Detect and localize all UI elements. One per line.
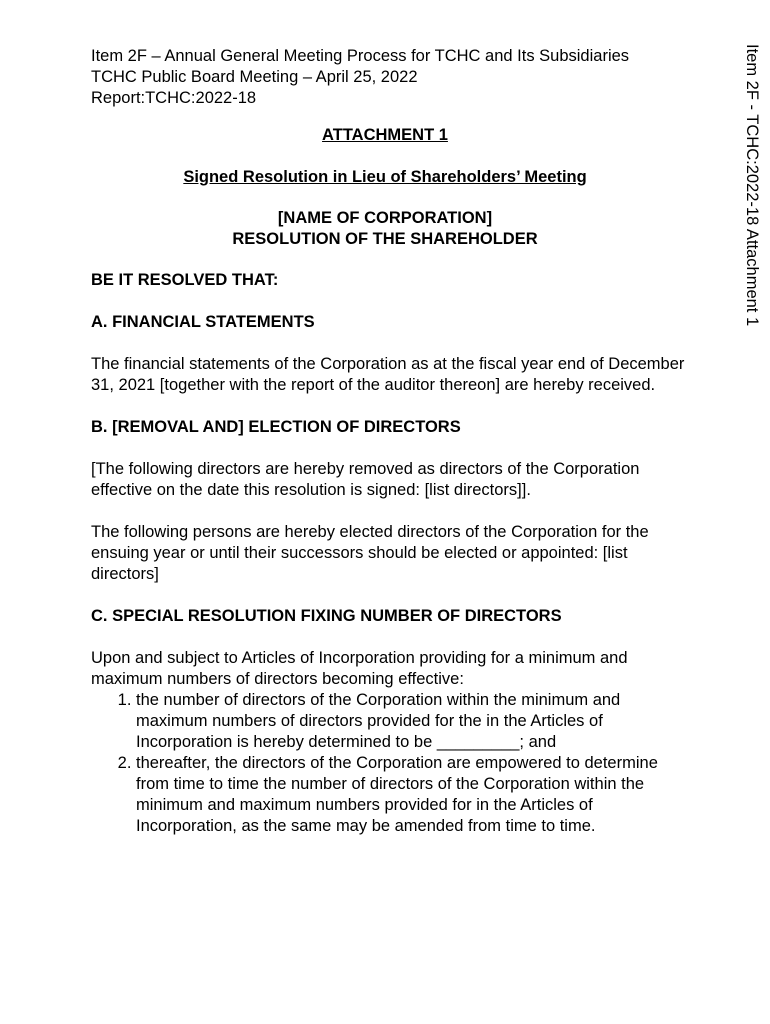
list-item: 1. the number of directors of the Corporation within the minimum and maximum numbers of directors provided for the in the Articles of Incorporation is hereby determined to be _________; and [136, 690, 691, 753]
list-item: 2. thereafter, the directors of the Corporation are empowered to determine from time to time the number of directors of the Corporation within the minimum and maximum numbers provided for in the Articles of Incorporation, as the same may be amended from time to time. [136, 753, 691, 837]
resolution-title: RESOLUTION OF THE SHAREHOLDER [232, 230, 538, 248]
section-b-text-election: The following persons are hereby elected directors of the Corporation for the ensuing year or until their successors should be elected or appointed: [list directors] [91, 523, 649, 583]
document-header [91, 46, 711, 109]
section-b-text-removal: [The following directors are hereby removed as directors of the Corporation effective on the date this resolution is signed: [list directors]]. [91, 460, 640, 499]
section-c-list [91, 690, 691, 837]
side-label-text: Item 2F - TCHC:2022-18 Attachment 1 [743, 44, 761, 327]
resolution-subtitle: Signed Resolution in Lieu of Shareholders’ Meeting [183, 168, 587, 186]
corporation-name: [NAME OF CORPORATION] [277, 209, 493, 227]
section-c-heading: C. SPECIAL RESOLUTION FIXING NUMBER OF DIRECTORS [91, 607, 562, 625]
section-a-heading: A. FINANCIAL STATEMENTS [91, 313, 315, 331]
header-item-line: Item 2F – Annual General Meeting Process for TCHC and Its Subsidiaries [91, 47, 630, 65]
header-meeting-line: TCHC Public Board Meeting – April 25, 2022 [91, 68, 418, 86]
section-c-text: Upon and subject to Articles of Incorporation providing for a minimum and maximum numbers of directors becoming effective: [91, 649, 628, 688]
side-label [738, 44, 768, 364]
section-a-text: The financial statements of the Corporation as at the fiscal year end of December 31, 2021 [together with the report of the auditor thereon] are hereby received. [91, 355, 685, 394]
document-body [91, 125, 691, 837]
resolved-heading: BE IT RESOLVED THAT: [91, 271, 279, 289]
section-b-heading: B. [REMOVAL AND] ELECTION OF DIRECTORS [91, 418, 461, 436]
attachment-title: ATTACHMENT 1 [322, 126, 448, 144]
header-report-line: Report:TCHC:2022-18 [91, 89, 257, 107]
